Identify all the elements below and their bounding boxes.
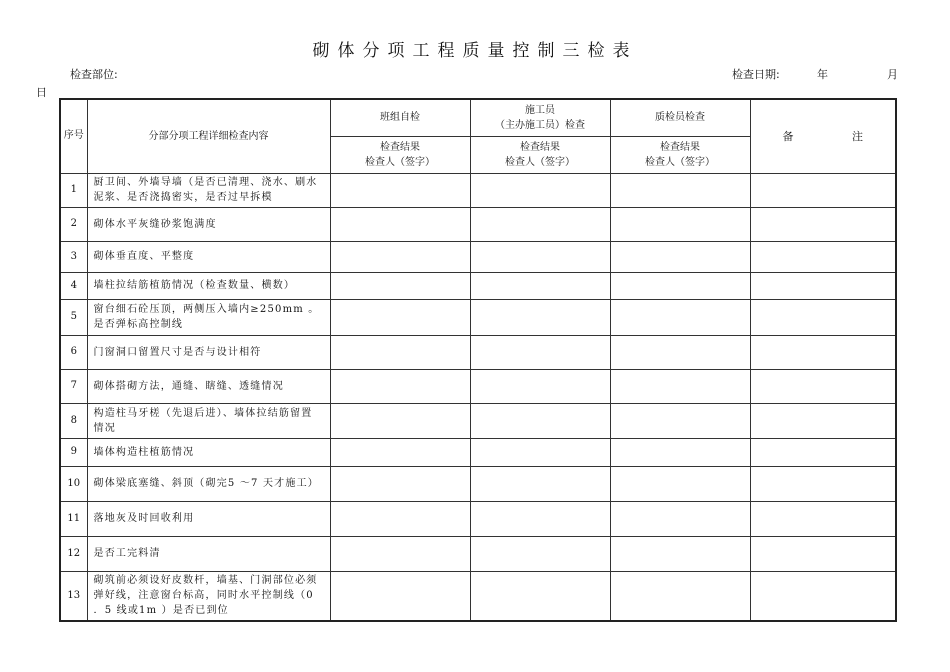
team-check-cell[interactable] (330, 438, 470, 466)
qc-check-cell[interactable] (610, 173, 750, 207)
constructor-check-cell[interactable] (470, 536, 610, 571)
check-item: 门窗洞口留置尺寸是否与设计相符 (87, 335, 330, 369)
qc-check-cell[interactable] (610, 299, 750, 335)
table-row (60, 299, 896, 335)
year-label: 年 (817, 68, 828, 81)
check-item: 构造柱马牙槎（先退后进）、墙体拉结筋留置情况 (87, 403, 330, 438)
qc-check-cell[interactable] (610, 241, 750, 272)
remark-cell[interactable] (750, 438, 896, 466)
qc-check-header: 质检员检查 (610, 99, 750, 136)
qc-check-cell[interactable] (610, 501, 750, 536)
inspector-label: 检查人（签字） (365, 156, 435, 168)
team-check-cell[interactable] (330, 299, 470, 335)
remark-right: 注 (852, 130, 863, 144)
constructor-check-cell[interactable] (470, 272, 610, 299)
team-check-cell[interactable] (330, 335, 470, 369)
remark-cell[interactable] (750, 466, 896, 501)
team-check-cell[interactable] (330, 173, 470, 207)
team-check-cell[interactable] (330, 241, 470, 272)
qc-check-cell[interactable] (610, 335, 750, 369)
constructor-check-cell[interactable] (470, 369, 610, 403)
team-check-cell[interactable] (330, 207, 470, 241)
qc-check-cell[interactable] (610, 207, 750, 241)
check-item: 厨卫间、外墙导墙（是否已清理、浇水、刷水泥浆、是否浇捣密实，是否过早拆模 (87, 173, 330, 207)
check-item: 落地灰及时回收利用 (87, 501, 330, 536)
table-row (60, 438, 896, 466)
row-index: 2 (60, 207, 87, 241)
check-item: 窗台细石砼压顶，两侧压入墙内≥250mm 。是否弹标高控制线 (87, 299, 330, 335)
row-index: 11 (60, 501, 87, 536)
qc-check-cell[interactable] (610, 272, 750, 299)
date-label: 检查日期: (732, 68, 780, 81)
remark-cell[interactable] (750, 299, 896, 335)
day-label: 日 (36, 86, 47, 99)
qc-result-header (610, 136, 750, 173)
team-check-cell[interactable] (330, 403, 470, 438)
constructor-result-header (470, 136, 610, 173)
check-item: 墙柱拉结筋植筋情况（检查数量、横数） (87, 272, 330, 299)
row-index: 3 (60, 241, 87, 272)
result-label: 检查结果 (520, 141, 560, 153)
table-row (60, 173, 896, 207)
content-header: 分部分项工程详细检查内容 (87, 99, 330, 173)
check-item: 砌体梁底塞缝、斜顶（砌完5 ～7 天才施工） (87, 466, 330, 501)
remark-cell[interactable] (750, 272, 896, 299)
constructor-line1: 施工员 (525, 104, 555, 116)
team-check-cell[interactable] (330, 501, 470, 536)
remark-header (750, 99, 896, 173)
table-row (60, 536, 896, 571)
table-row (60, 207, 896, 241)
table-row (60, 272, 896, 299)
inspector-label: 检查人（签字） (505, 156, 575, 168)
qc-check-cell[interactable] (610, 369, 750, 403)
qc-check-cell[interactable] (610, 403, 750, 438)
constructor-check-cell[interactable] (470, 241, 610, 272)
qc-check-cell[interactable] (610, 438, 750, 466)
remark-cell[interactable] (750, 403, 896, 438)
constructor-line2: （主办施工员）检查 (495, 119, 585, 131)
table-row (60, 241, 896, 272)
table-row (60, 369, 896, 403)
qc-check-cell[interactable] (610, 466, 750, 501)
remark-cell[interactable] (750, 571, 896, 621)
table-row (60, 466, 896, 501)
check-item: 砌体垂直度、平整度 (87, 241, 330, 272)
row-index: 5 (60, 299, 87, 335)
row-index: 13 (60, 571, 87, 621)
remark-cell[interactable] (750, 241, 896, 272)
check-item: 砌体水平灰缝砂浆饱满度 (87, 207, 330, 241)
team-check-cell[interactable] (330, 536, 470, 571)
qc-check-cell[interactable] (610, 571, 750, 621)
constructor-check-cell[interactable] (470, 438, 610, 466)
row-index: 12 (60, 536, 87, 571)
team-check-cell[interactable] (330, 466, 470, 501)
constructor-check-cell[interactable] (470, 335, 610, 369)
remark-cell[interactable] (750, 536, 896, 571)
check-item: 砌体搭砌方法，通缝、瞎缝、透缝情况 (87, 369, 330, 403)
row-index: 6 (60, 335, 87, 369)
team-check-header: 班组自检 (330, 99, 470, 136)
inspection-table (59, 98, 897, 622)
team-result-header (330, 136, 470, 173)
table-row (60, 403, 896, 438)
row-index: 4 (60, 272, 87, 299)
table-row (60, 335, 896, 369)
index-header: 序号 (60, 99, 87, 173)
row-index: 1 (60, 173, 87, 207)
check-item: 墙体构造柱植筋情况 (87, 438, 330, 466)
constructor-check-cell[interactable] (470, 207, 610, 241)
remark-cell[interactable] (750, 173, 896, 207)
month-label: 月 (887, 68, 898, 81)
check-item: 是否工完料清 (87, 536, 330, 571)
table-row (60, 501, 896, 536)
remark-cell[interactable] (750, 369, 896, 403)
constructor-check-cell[interactable] (470, 571, 610, 621)
constructor-check-cell[interactable] (470, 173, 610, 207)
table-row (60, 571, 896, 621)
remark-cell[interactable] (750, 335, 896, 369)
qc-check-cell[interactable] (610, 536, 750, 571)
constructor-check-cell[interactable] (470, 501, 610, 536)
row-index: 10 (60, 466, 87, 501)
check-item: 砌筑前必须设好皮数杆，墙基、门洞部位必须弹好线，注意窗台标高，同时水平控制线（0 ．5 线或1m ）是否已到位 (87, 571, 330, 621)
constructor-check-cell[interactable] (470, 466, 610, 501)
team-check-cell[interactable] (330, 369, 470, 403)
constructor-check-header (470, 99, 610, 136)
constructor-check-cell[interactable] (470, 299, 610, 335)
row-index: 7 (60, 369, 87, 403)
team-check-cell[interactable] (330, 571, 470, 621)
remark-left: 备 (782, 130, 794, 144)
location-label: 检查部位: (70, 68, 118, 81)
result-label: 检查结果 (660, 141, 700, 153)
remark-cell[interactable] (750, 207, 896, 241)
row-index: 8 (60, 403, 87, 438)
inspector-label: 检查人（签字） (645, 156, 715, 168)
remark-cell[interactable] (750, 501, 896, 536)
constructor-check-cell[interactable] (470, 403, 610, 438)
row-index: 9 (60, 438, 87, 466)
result-label: 检查结果 (380, 141, 420, 153)
team-check-cell[interactable] (330, 272, 470, 299)
page-title: 砌体分项工程质量控制三检表 (312, 41, 638, 61)
